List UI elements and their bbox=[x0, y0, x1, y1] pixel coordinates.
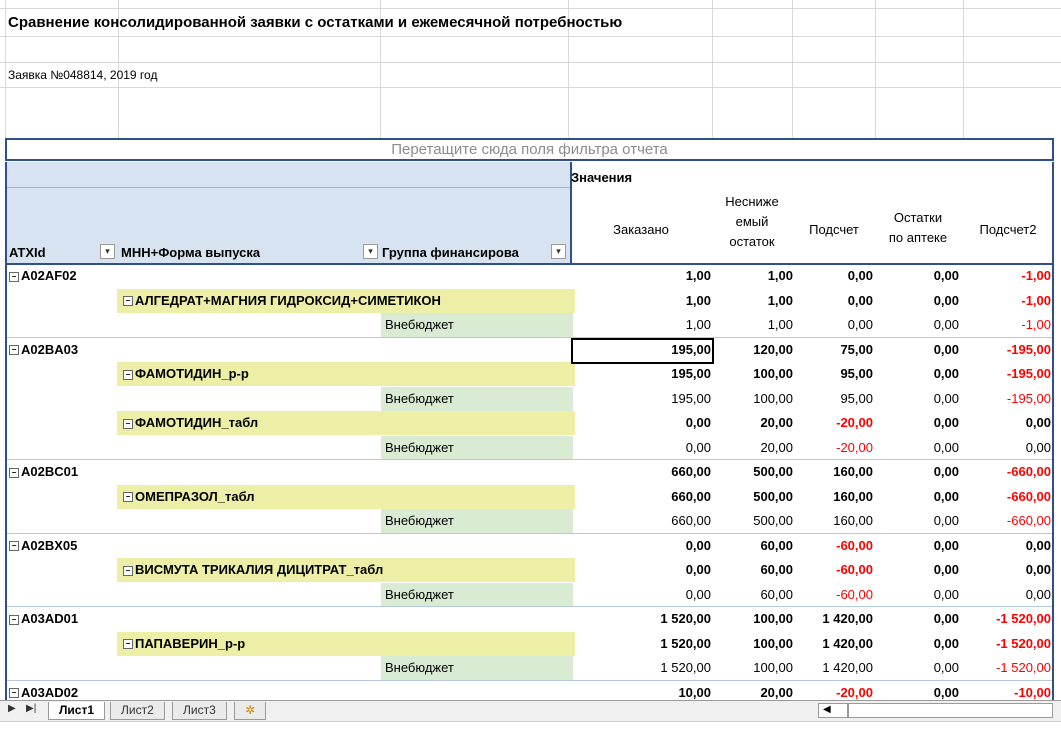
sheet-tab-bar bbox=[0, 700, 1061, 721]
value-cell[interactable]: -10,00 bbox=[1014, 684, 1051, 700]
row-label-text: Внебюджет bbox=[385, 390, 454, 406]
pivot-row bbox=[5, 632, 1054, 656]
value-cell[interactable]: -20,00 bbox=[836, 684, 873, 700]
pivot-row bbox=[5, 264, 1054, 288]
value-cell[interactable]: 60,00 bbox=[760, 562, 793, 577]
value-cell[interactable]: -20,00 bbox=[836, 415, 873, 430]
value-cell[interactable]: 0,00 bbox=[933, 292, 959, 308]
value-cell[interactable]: 0,00 bbox=[685, 439, 711, 455]
value-cell[interactable]: 0,00 bbox=[847, 268, 873, 283]
row-label-text: ОМЕПРАЗОЛ_табл bbox=[135, 488, 255, 504]
finance-group-label[interactable] bbox=[381, 387, 573, 411]
value-cell[interactable]: 1 420,00 bbox=[822, 660, 873, 675]
col-header-ordered[interactable] bbox=[571, 220, 711, 240]
collapse-icon[interactable]: − bbox=[9, 541, 19, 551]
value-cell[interactable]: 0,00 bbox=[685, 415, 711, 430]
value-cell[interactable]: 0,00 bbox=[1025, 537, 1051, 553]
finance-group-label[interactable] bbox=[381, 656, 573, 680]
pivot-row bbox=[5, 656, 1054, 680]
collapse-icon[interactable]: − bbox=[9, 688, 19, 698]
row-field-group[interactable]: Группа финансирова bbox=[382, 245, 519, 260]
value-cell[interactable]: 0,00 bbox=[933, 660, 959, 675]
value-cell[interactable]: 0,00 bbox=[933, 464, 959, 479]
pivot-row bbox=[5, 411, 1054, 435]
col-header-min-stock-line: емый bbox=[735, 214, 769, 229]
value-cell[interactable]: 1,00 bbox=[767, 317, 793, 332]
value-cell[interactable]: 100,00 bbox=[753, 611, 793, 626]
group-separator bbox=[5, 337, 1054, 338]
pivot-row bbox=[5, 460, 1054, 484]
first-sheet-nav-icon[interactable]: ▶ bbox=[8, 703, 16, 714]
row-label-text: A02AF02 bbox=[21, 268, 77, 283]
mnn-group-label[interactable] bbox=[117, 289, 575, 313]
value-cell[interactable]: -1 520,00 bbox=[996, 660, 1051, 675]
value-cell[interactable]: -1,00 bbox=[1021, 268, 1051, 283]
row-label-text: ПАПАВЕРИН_р-р bbox=[135, 635, 246, 651]
gridline bbox=[0, 87, 1061, 88]
value-cell[interactable]: -195,00 bbox=[1006, 341, 1051, 357]
value-cell[interactable]: -660,00 bbox=[1006, 464, 1051, 479]
value-cell[interactable]: 100,00 bbox=[753, 366, 793, 381]
mnn-group-label[interactable] bbox=[117, 362, 575, 386]
pivot-right-border bbox=[1052, 162, 1054, 702]
value-cell[interactable]: 0,00 bbox=[933, 684, 959, 700]
value-cell[interactable]: -60,00 bbox=[836, 586, 873, 602]
pivot-row bbox=[5, 534, 1054, 558]
pivot-row bbox=[5, 338, 1054, 362]
value-cell[interactable]: 95,00 bbox=[840, 390, 873, 406]
pivot-row bbox=[5, 289, 1054, 313]
value-cell[interactable]: 1 420,00 bbox=[822, 635, 873, 651]
col-header-count-line: Подсчет bbox=[809, 222, 859, 237]
collapse-icon[interactable]: − bbox=[9, 468, 19, 478]
value-cell[interactable]: -20,00 bbox=[836, 439, 873, 455]
value-cell[interactable]: 0,00 bbox=[933, 415, 959, 430]
group-filter-dropdown-icon[interactable]: ▾ bbox=[551, 244, 566, 259]
pivot-row bbox=[5, 485, 1054, 509]
collapse-icon[interactable]: − bbox=[123, 639, 133, 649]
gridline bbox=[875, 0, 876, 138]
scroll-left-button[interactable] bbox=[818, 703, 848, 718]
gridline bbox=[0, 8, 1061, 9]
collapse-icon[interactable]: − bbox=[123, 296, 133, 306]
collapse-icon[interactable]: − bbox=[9, 272, 19, 282]
value-cell[interactable]: 100,00 bbox=[753, 660, 793, 675]
value-cell[interactable]: 0,00 bbox=[1025, 415, 1051, 430]
atx-group-label[interactable] bbox=[9, 534, 569, 558]
gridline bbox=[0, 36, 1061, 37]
gridline bbox=[792, 0, 793, 138]
value-cell[interactable]: 160,00 bbox=[833, 513, 873, 528]
value-cell[interactable]: 500,00 bbox=[753, 464, 793, 479]
value-cell[interactable]: -1 520,00 bbox=[996, 635, 1051, 651]
value-cell[interactable]: 0,00 bbox=[933, 390, 959, 406]
value-cell[interactable]: 20,00 bbox=[760, 415, 793, 430]
col-header-min-stock-line: Несниже bbox=[725, 194, 779, 209]
row-label-text: A02BX05 bbox=[21, 537, 78, 553]
collapse-icon[interactable]: − bbox=[9, 345, 19, 355]
col-header-pharmacy-stock-line: Остатки bbox=[893, 210, 943, 225]
pivot-row bbox=[5, 583, 1054, 607]
col-header-count2-line: Подсчет2 bbox=[979, 222, 1037, 237]
value-cell[interactable]: 500,00 bbox=[753, 488, 793, 504]
col-header-min-stock[interactable] bbox=[712, 192, 792, 252]
value-cell[interactable]: 195,00 bbox=[671, 341, 711, 357]
row-label-text: Внебюджет bbox=[385, 586, 454, 602]
value-cell[interactable]: 75,00 bbox=[840, 341, 873, 357]
value-cell[interactable]: -195,00 bbox=[1006, 390, 1051, 406]
row-label-text: ФАМОТИДИН_табл bbox=[135, 415, 259, 430]
value-cell[interactable]: 160,00 bbox=[833, 464, 873, 479]
value-cell[interactable]: 0,00 bbox=[847, 317, 873, 332]
gridline bbox=[0, 62, 1061, 63]
group-separator bbox=[5, 606, 1054, 607]
value-cell[interactable]: 0,00 bbox=[1025, 562, 1051, 577]
value-cell[interactable]: -60,00 bbox=[836, 562, 873, 577]
mnn-filter-dropdown-icon[interactable]: ▾ bbox=[363, 244, 378, 259]
value-cell[interactable]: 1 520,00 bbox=[660, 611, 711, 626]
value-cell[interactable]: 95,00 bbox=[840, 366, 873, 381]
pivot-row bbox=[5, 558, 1054, 582]
sheet-tab-3[interactable]: Лист3 bbox=[172, 702, 227, 720]
pivot-header-divider bbox=[5, 187, 570, 188]
mnn-group-label[interactable] bbox=[117, 485, 575, 509]
value-cell[interactable]: 0,00 bbox=[1025, 586, 1051, 602]
report-subtitle[interactable]: Заявка №048814, 2019 год bbox=[8, 68, 158, 82]
atx-filter-sort-icon[interactable]: ▾ bbox=[100, 244, 115, 259]
value-cell[interactable]: -660,00 bbox=[1006, 513, 1051, 528]
value-cell[interactable]: -1,00 bbox=[1021, 292, 1051, 308]
value-cell[interactable]: -1 520,00 bbox=[996, 611, 1051, 626]
value-cell[interactable]: 660,00 bbox=[671, 513, 711, 528]
atx-group-label[interactable] bbox=[9, 264, 569, 288]
value-cell[interactable]: 0,00 bbox=[685, 562, 711, 577]
value-cell[interactable]: 1,00 bbox=[767, 292, 793, 308]
value-cell[interactable]: -60,00 bbox=[836, 537, 873, 553]
row-label-text: ВИСМУТА ТРИКАЛИЯ ДИЦИТРАТ_табл bbox=[135, 562, 384, 577]
finance-group-label[interactable] bbox=[381, 583, 573, 607]
mnn-group-label[interactable] bbox=[117, 411, 575, 435]
atx-group-label[interactable] bbox=[9, 338, 569, 362]
value-cell[interactable]: 0,00 bbox=[933, 268, 959, 283]
value-cell[interactable]: 0,00 bbox=[933, 439, 959, 455]
value-cell[interactable]: 60,00 bbox=[760, 537, 793, 553]
sheet-tab-1[interactable]: Лист1 bbox=[48, 702, 105, 720]
col-header-ordered-line: Заказано bbox=[613, 222, 669, 237]
value-cell[interactable]: 1,00 bbox=[685, 317, 711, 332]
row-label-text: A02BC01 bbox=[21, 464, 79, 479]
value-cell[interactable]: 0,00 bbox=[685, 537, 711, 553]
finance-group-label[interactable] bbox=[381, 436, 573, 460]
scroll-left-icon: ◀ bbox=[823, 704, 831, 715]
group-separator bbox=[5, 680, 1054, 681]
row-label-text: Внебюджет bbox=[385, 513, 454, 528]
pivot-row bbox=[5, 436, 1054, 460]
finance-group-label[interactable] bbox=[381, 509, 573, 533]
finance-group-label[interactable] bbox=[381, 313, 573, 337]
report-filter-drop-area[interactable]: Перетащите сюда поля фильтра отчета bbox=[5, 138, 1054, 161]
row-label-text: A03AD02 bbox=[21, 684, 79, 700]
value-cell[interactable]: 0,00 bbox=[933, 537, 959, 553]
gridline bbox=[963, 0, 964, 138]
value-cell[interactable]: 0,00 bbox=[933, 366, 959, 381]
value-cell[interactable]: 1 520,00 bbox=[660, 660, 711, 675]
atx-group-label[interactable] bbox=[9, 460, 569, 484]
value-cell[interactable]: 0,00 bbox=[933, 635, 959, 651]
value-cell[interactable]: 60,00 bbox=[760, 586, 793, 602]
active-cell-selection[interactable] bbox=[571, 338, 714, 364]
value-cell[interactable]: 0,00 bbox=[933, 341, 959, 357]
value-cell[interactable]: 1 420,00 bbox=[822, 611, 873, 626]
pivot-left-border bbox=[5, 162, 7, 702]
value-cell[interactable]: 100,00 bbox=[753, 635, 793, 651]
value-cell[interactable]: 500,00 bbox=[753, 513, 793, 528]
horizontal-scrollbar[interactable] bbox=[848, 703, 1053, 718]
col-header-pharmacy-stock-line: по аптеке bbox=[888, 230, 948, 245]
value-cell[interactable]: 0,00 bbox=[933, 611, 959, 626]
col-header-min-stock-line: остаток bbox=[729, 234, 775, 249]
row-field-atx[interactable]: ATXId bbox=[9, 245, 46, 260]
row-label-text: Внебюджет bbox=[385, 439, 454, 455]
row-label-text: A02BA03 bbox=[21, 341, 79, 357]
col-header-count[interactable] bbox=[795, 220, 873, 240]
value-cell[interactable]: 1 520,00 bbox=[660, 635, 711, 651]
mnn-group-label[interactable] bbox=[117, 558, 575, 582]
value-cell[interactable]: 0,00 bbox=[933, 317, 959, 332]
collapse-icon[interactable]: − bbox=[123, 566, 133, 576]
gridline bbox=[712, 0, 713, 138]
value-cell[interactable]: -195,00 bbox=[1006, 366, 1051, 381]
row-label-text: Внебюджет bbox=[385, 317, 454, 332]
pivot-row bbox=[5, 313, 1054, 337]
value-cell[interactable]: 0,00 bbox=[1025, 439, 1051, 455]
value-cell[interactable]: 100,00 bbox=[753, 390, 793, 406]
value-cell[interactable]: 0,00 bbox=[933, 562, 959, 577]
value-cell[interactable]: 0,00 bbox=[933, 488, 959, 504]
atx-group-label[interactable] bbox=[9, 607, 569, 631]
pivot-row bbox=[5, 362, 1054, 386]
value-cell[interactable]: -660,00 bbox=[1006, 488, 1051, 504]
value-cell[interactable]: 195,00 bbox=[671, 390, 711, 406]
value-cell[interactable]: 160,00 bbox=[833, 488, 873, 504]
value-cell[interactable]: 20,00 bbox=[760, 439, 793, 455]
new-sheet-icon[interactable]: ✲ bbox=[234, 702, 266, 720]
value-cell[interactable]: 1,00 bbox=[685, 268, 711, 283]
values-label[interactable]: Значения bbox=[571, 170, 633, 185]
value-cell[interactable]: -1,00 bbox=[1021, 317, 1051, 332]
sheet-tab-2[interactable]: Лист2 bbox=[110, 702, 165, 720]
value-cell[interactable]: 660,00 bbox=[671, 488, 711, 504]
collapse-icon[interactable]: − bbox=[123, 419, 133, 429]
collapse-icon[interactable]: − bbox=[123, 492, 133, 502]
col-header-pharmacy-stock[interactable] bbox=[875, 208, 961, 248]
mnn-group-label[interactable] bbox=[117, 632, 575, 656]
last-sheet-nav-icon[interactable]: ▶| bbox=[26, 703, 37, 714]
row-label-text: Внебюджет bbox=[385, 660, 454, 675]
group-separator bbox=[5, 459, 1054, 460]
pivot-row bbox=[5, 607, 1054, 631]
value-cell[interactable]: 10,00 bbox=[678, 684, 711, 700]
value-cell[interactable]: 1,00 bbox=[685, 292, 711, 308]
pivot-row bbox=[5, 509, 1054, 533]
value-cell[interactable]: 0,00 bbox=[933, 586, 959, 602]
row-label-text: ФАМОТИДИН_р-р bbox=[135, 366, 249, 381]
collapse-icon[interactable]: − bbox=[9, 615, 19, 625]
col-header-count2[interactable] bbox=[965, 220, 1051, 240]
gridline bbox=[5, 0, 6, 138]
value-cell[interactable]: 0,00 bbox=[933, 513, 959, 528]
pivot-row bbox=[5, 387, 1054, 411]
collapse-icon[interactable]: − bbox=[123, 370, 133, 380]
report-title[interactable]: Сравнение консолидированной заявки с остатками и ежемесячной потребностью bbox=[8, 14, 623, 31]
value-cell[interactable]: 1,00 bbox=[767, 268, 793, 283]
value-cell[interactable]: 195,00 bbox=[671, 366, 711, 381]
value-cell[interactable]: 20,00 bbox=[760, 684, 793, 700]
value-cell[interactable]: 0,00 bbox=[685, 586, 711, 602]
value-cell[interactable]: 0,00 bbox=[847, 292, 873, 308]
row-label-text: АЛГЕДРАТ+МАГНИЯ ГИДРОКСИД+СИМЕТИКОН bbox=[135, 292, 441, 308]
group-separator bbox=[5, 533, 1054, 534]
row-field-mnn[interactable]: МНН+Форма выпуска bbox=[121, 245, 261, 260]
row-label-text: A03AD01 bbox=[21, 611, 79, 626]
value-cell[interactable]: 660,00 bbox=[671, 464, 711, 479]
value-cell[interactable]: 120,00 bbox=[753, 341, 793, 357]
